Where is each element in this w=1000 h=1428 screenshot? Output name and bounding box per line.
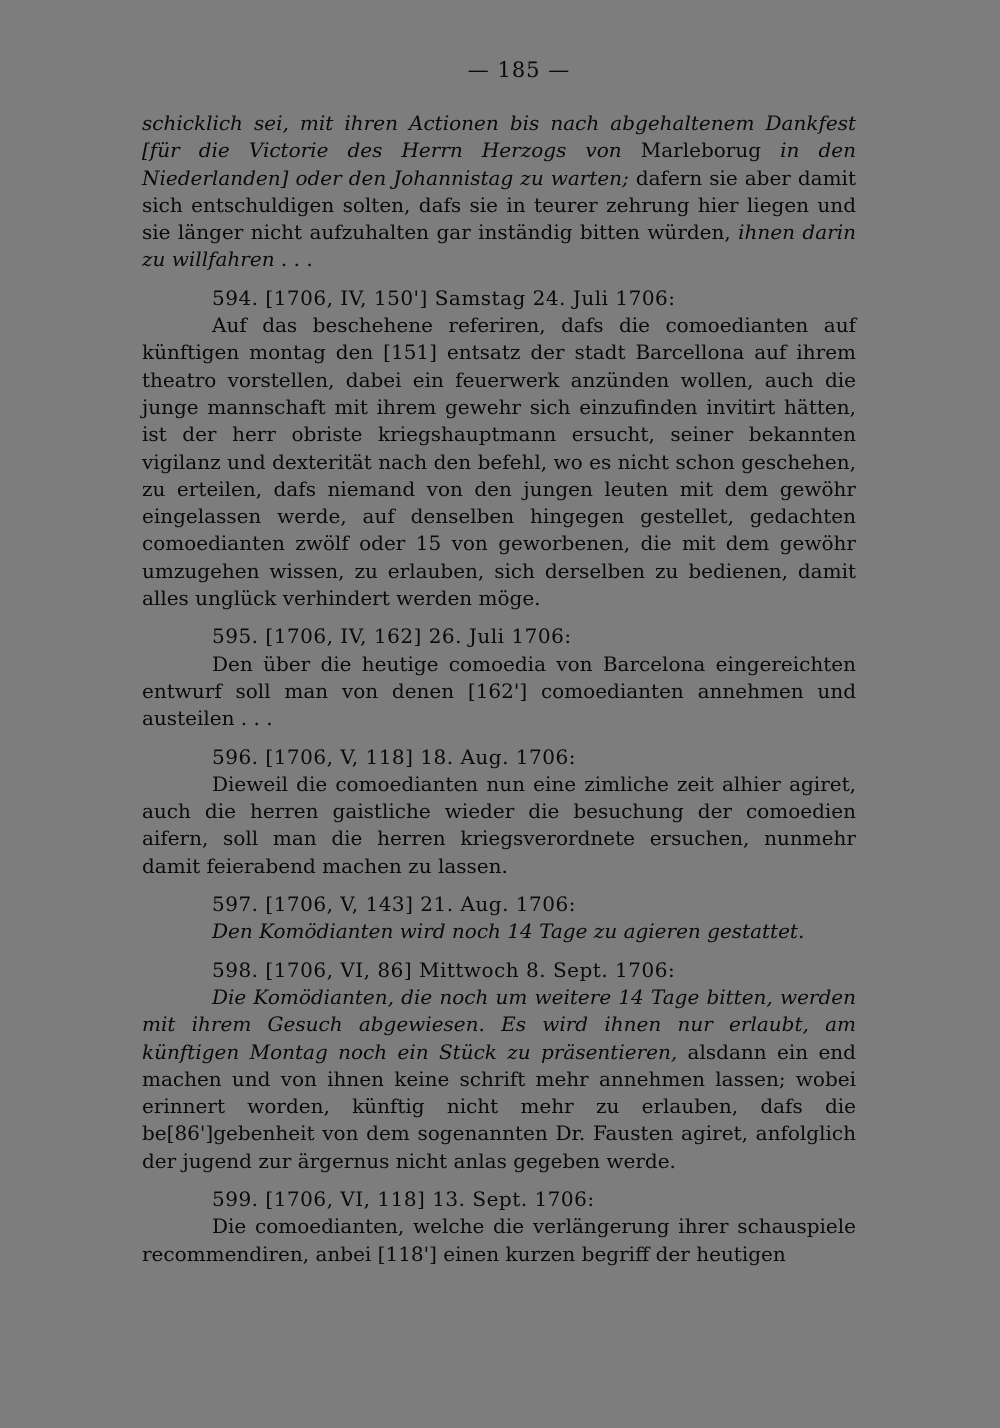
entry-598: [142, 957, 856, 1175]
entry-body: [142, 651, 856, 733]
entry-heading: 595. [1706, IV, 162] 26. Juli 1706:: [212, 624, 572, 649]
entry-heading: 598. [1706, VI, 86] Mittwoch 8. Sept. 1706:: [212, 957, 676, 982]
entry-heading: 596. [1706, V, 118] 18. Aug. 1706:: [212, 744, 576, 769]
entry-body: [142, 918, 856, 945]
intro-roman-3: . . .: [274, 247, 313, 272]
intro-italic-1: schicklich sei, mit ihren Actionen bis nach abgehaltenem Dankfest [für die Victorie des Herrn Herzogs von: [142, 111, 856, 163]
entry-599: [142, 1186, 856, 1268]
entry-595: [142, 623, 856, 732]
entry-596: [142, 744, 856, 880]
entry-body: [142, 984, 856, 1175]
entry-body-roman: Die comoedianten, welche die verlängerung ihrer schauspiele recommendiren, anbei [118'] einen kurzen begriff der heutigen: [142, 1214, 856, 1266]
entry-body-italic: Die Komödianten, die noch um weitere 14 Tage bitten, werden mit ihrem Gesuch abgewiesen. Es wird ihnen nur erlaubt, am künftigen Montag noch ein Stück zu präsentieren,: [142, 984, 856, 1064]
entry-heading: 597. [1706, V, 143] 21. Aug. 1706:: [212, 892, 576, 917]
entry-body-roman: alsdann ein end machen und von ihnen keine schrift mehr annehmen lassen; wobei erinnert worden, künftig nicht mehr zu erlauben, dafs die be[86']gebenheit von dem sogenannten Dr. Fausten agiret, anfolglich der jugend zur ärgernus nicht anlas gegeben werde.: [142, 1039, 856, 1173]
entry-594: [142, 285, 856, 613]
entry-597: [142, 891, 856, 946]
page-number-header: — 185 —: [467, 58, 571, 82]
entry-body-roman: Den über die heutige comoedia von Barcelona eingereichten entwurf soll man von denen [162'] comoedianten annehmen und austeilen . . .: [142, 651, 856, 731]
entry-body-roman: Dieweil die comoedianten nun eine zimliche zeit alhier agiret, auch die herren gaistliche wieder die besuchung der comoedien aifern, soll man die herren kriegsverordnete ersuchen, nunmehr damit feierabend machen zu lassen.: [142, 771, 856, 878]
entry-body-roman: Auf das beschehene referiren, dafs die comoedianten auf künftigen montag den [151] entsatz der stadt Barcellona auf ihrem theatro vorstellen, dabei ein feuerwerk anzünden wollen, auch die junge mannschaft mit ihrem gewehr sich einzufinden invitirt hätten, ist der herr obriste kriegshauptmann ersucht, seiner bekannten vigilanz und dexterität nach den befehl, wo es nicht schon geschehen, zu erteilen, dafs niemand von den jungen leuten mit dem gewöhr eingelassen werde, auf denselben hingegen gestellet, gedachten comoedianten zwölf oder 15 von geworbenen, die mit dem gewöhr umzugehen wissen, zu erlauben, sich derselben zu bedienen, damit alles unglück verhindert werden möge.: [142, 313, 856, 611]
intro-roman-1: Marleborug: [621, 138, 781, 163]
entry-heading: 594. [1706, IV, 150'] Samstag 24. Juli 1706:: [212, 285, 676, 310]
entry-heading: 599. [1706, VI, 118] 13. Sept. 1706:: [212, 1186, 595, 1211]
entry-body: [142, 312, 856, 612]
intro-italic-2: in den Niederlanden] oder den Johannistag zu warten;: [142, 138, 857, 190]
entry-body: [142, 771, 856, 880]
intro-paragraph: [142, 110, 856, 274]
entry-body: [142, 1213, 856, 1268]
entry-body-italic: Den Komödianten wird noch 14 Tage zu agieren gestattet.: [212, 919, 805, 944]
intro-italic-3: ihnen darin zu willfahren: [142, 220, 856, 272]
intro-roman-2: dafern sie aber damit sich entschuldigen solten, dafs sie in teurer zehrung hier liegen und sie länger nicht aufzuhalten gar inständig bitten würden,: [142, 165, 856, 245]
